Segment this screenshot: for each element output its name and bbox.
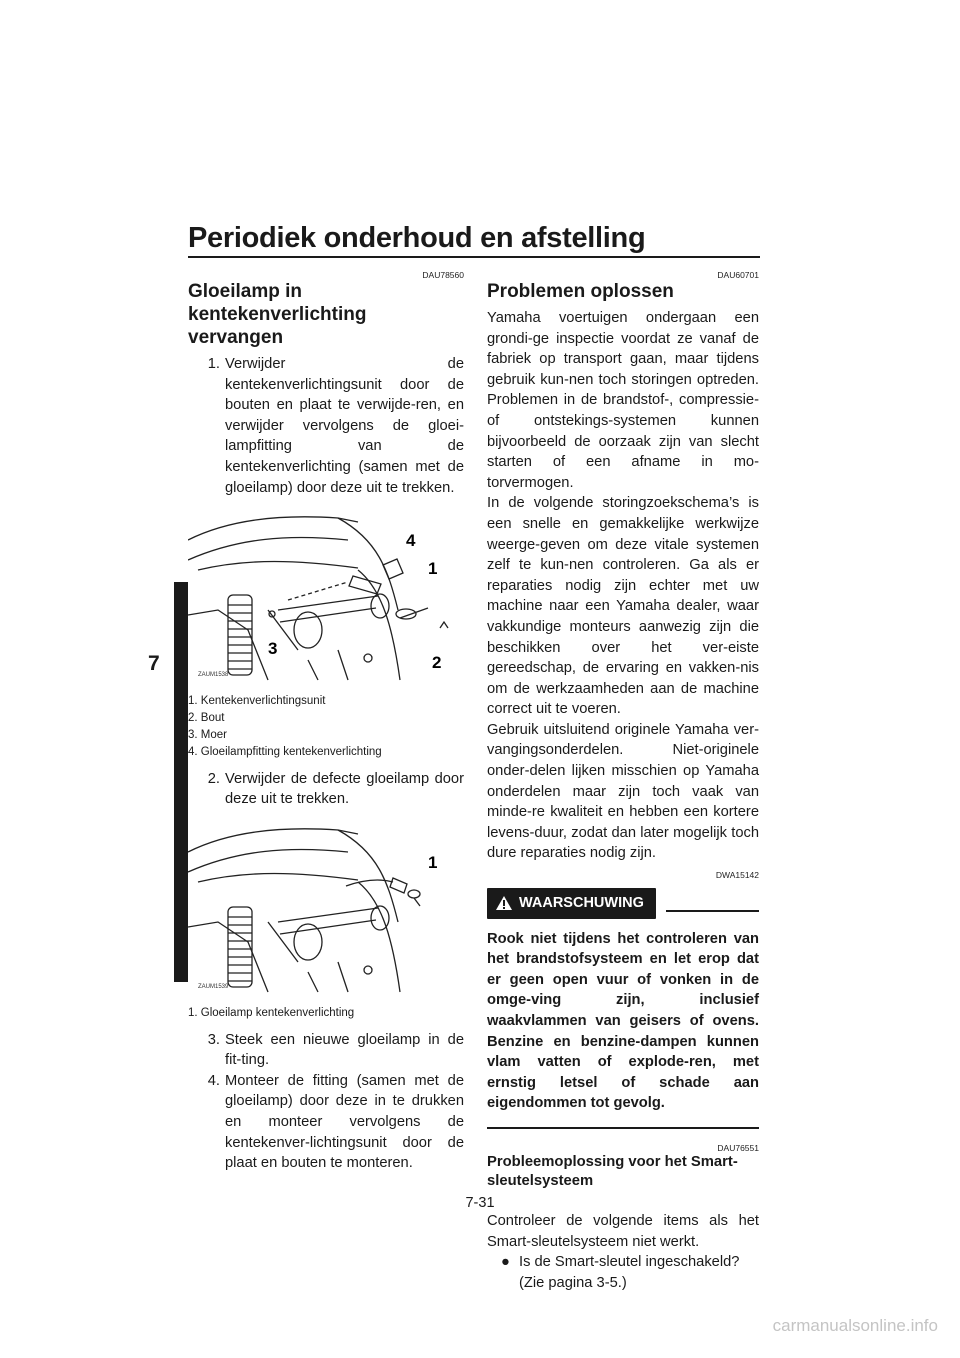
step-text: Steek een nieuwe gloeilamp in de fit-ting. [225, 1031, 464, 1069]
step-item [188, 1030, 464, 1071]
section-code: DAU78560 [422, 270, 464, 280]
step-text: Verwijder de kentekenverlichtingsunit door de bouten en plaat te verwijde-ren, en verwijder vervolgens de gloei-lampfitting van de kentekenverlichting (samen met de gloeilamp) door deze uit te trekken. [225, 356, 464, 496]
steps-list-a [188, 354, 464, 498]
subsection-heading: Probleemoplossing voor het Smart-sleutelsysteem [487, 1153, 738, 1189]
step-item [188, 1071, 464, 1174]
callout-2: 2 [432, 653, 442, 673]
bullet-item [501, 1252, 759, 1293]
figure-captions-1 [188, 693, 464, 761]
step-number: 1. [207, 356, 220, 372]
step-item [188, 354, 464, 498]
watermark: carmanualsonline.info [772, 1316, 938, 1335]
section-code: DAU60701 [717, 270, 759, 280]
warning-label: WAARSCHUWING [519, 895, 644, 912]
warning-rule [666, 910, 759, 912]
caption-item: 1. Kentekenverlichtingsunit [188, 694, 326, 707]
section-heading: Problemen oplossen [487, 281, 674, 302]
steps-list-c [188, 1030, 464, 1174]
figure-bulb [188, 822, 464, 1001]
left-column [188, 270, 464, 1174]
caption-item: 1. Gloeilamp kentekenverlichting [188, 1006, 355, 1019]
step-number: 2. [207, 770, 220, 787]
bullet-dot-icon: ● [501, 1254, 510, 1271]
paragraph: Yamaha voertuigen ondergaan een grondi-ge inspectie voordat ze vanaf de fabriek op transport gaan, maar tijdens gebruik kun-nen toch storingen optreden. Problemen in de brandstof-, compressie- of ontstekings-systemen kunnen bijvoorbeeld de oorzaak zijn van slecht starten of een afname in mo-torvermogen. [487, 310, 759, 491]
figure-illustration-2 [188, 822, 464, 994]
step-text: Verwijder de defecte gloeilamp door deze uit te trekken. [225, 770, 464, 808]
caption-item: 2. Bout [188, 711, 225, 724]
section-code: DAU76551 [717, 1142, 759, 1153]
callout-1: 1 [428, 559, 438, 579]
step-text: Monteer de fitting (samen met de gloeilamp) door deze in te drukken en monteer vervolgens de kentekenver-lichtingsunit door de plaat en bouten te monteren. [225, 1072, 464, 1172]
step-number: 4. [207, 1072, 220, 1089]
title-rule [188, 256, 760, 258]
callout-1: 1 [428, 852, 438, 872]
warning-text: Rook niet tijdens het controleren van het brandstofsysteem en let erop dat er geen open vuur of vonken in de omge-ving zijn, inclusief waakvlammen van geisers of ovens. Benzine en benzine-dampen kunnen vlam vatten of explode-ren, met ernstig letsel of schade aan eigendommen tot gevolg. [487, 930, 759, 1112]
right-column [487, 270, 759, 1293]
caption-item: 3. Moer [188, 728, 227, 741]
paragraph: In de volgende storingzoekschema’s is een snelle en gemakkelijke werkwijze weerge-geven om deze vitale systemen zelf te kun-nen controleren. Ga als er reparaties nodig zijn echter met uw machine naar een Yamaha dealer, waar vakkundige monteurs aanwezig zijn die beschikken over het ver-eiste gereedschap, de ervaring en vakken-nis om de werkzaamheden aan de machine correct uit te voeren. [487, 495, 759, 718]
section-heading: Gloeilamp in kentekenverlichting vervangen [188, 281, 367, 348]
page-number: 7-31 [465, 1195, 495, 1211]
callout-4: 4 [406, 531, 416, 551]
paragraph: Gebruik uitsluitend originele Yamaha ver-vangingsonderdelen. Niet-originele onder-delen lijken misschien op Yamaha onderdelen maar zijn toch vaak van minde-re kwaliteit en hebben een kortere levens-duur, zodat dan later mogelijk toch dure reparaties nodig zijn. [487, 721, 759, 862]
bullet-text: Is de Smart-sleutel ingeschakeld? (Zie pagina 3-5.) [519, 1254, 740, 1291]
chapter-number: 7 [148, 652, 160, 675]
callout-3: 3 [268, 639, 278, 659]
figure-code: ZAUM1538 [198, 672, 229, 679]
step-number: 3. [207, 1031, 220, 1048]
figure-captions-2 [188, 1005, 464, 1022]
steps-list-b [188, 769, 464, 810]
figure-code: ZAUM1539 [198, 983, 229, 990]
step-item [188, 769, 464, 810]
chapter-tab [174, 582, 188, 982]
paragraph: Controleer de volgende items als het Smart-sleutelsysteem niet werkt. [487, 1212, 759, 1250]
caption-item: 4. Gloeilampfitting kentekenverlichting [188, 745, 382, 758]
page-title: Periodiek onderhoud en afstelling [188, 222, 646, 254]
warning-end-rule [487, 1127, 759, 1129]
warning-header [487, 888, 759, 919]
warning-triangle-icon [495, 895, 513, 911]
warning-label-box [487, 888, 656, 919]
figure-illustration-1 [188, 510, 464, 682]
warning-code: DWA15142 [715, 870, 759, 881]
figure-license-light-unit [188, 510, 464, 689]
